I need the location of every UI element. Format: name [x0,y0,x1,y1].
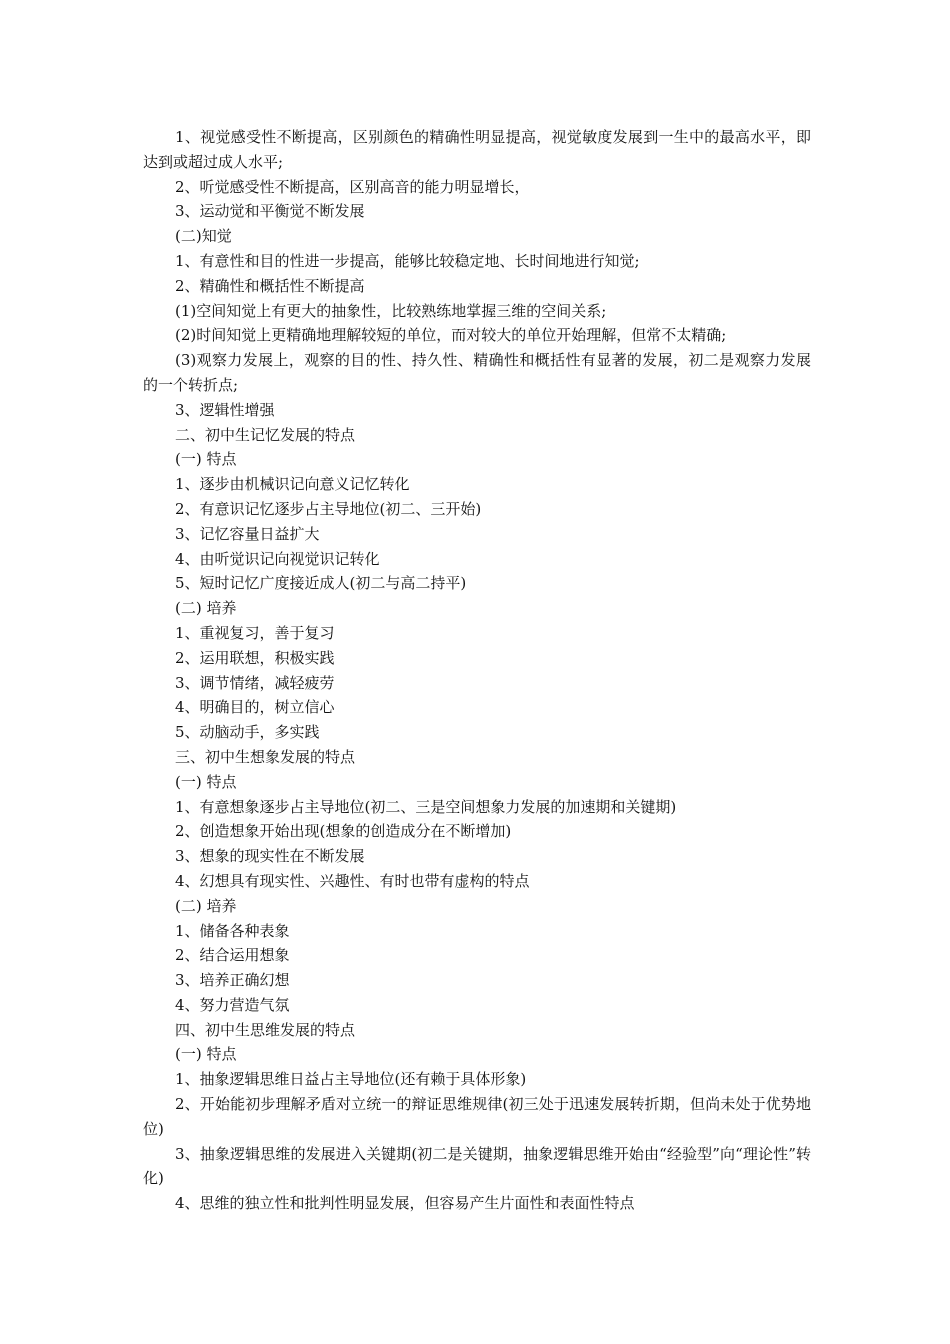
paragraph: (2)时间知觉上更精确地理解较短的单位，而对较大的单位开始理解，但常不太精确; [175,326,727,345]
paragraph: (一) 特点 [175,1045,237,1064]
paragraph: 四、初中生思维发展的特点 [175,1020,356,1039]
paragraph: 4、由听觉识记向视觉识记转化 [175,549,380,568]
paragraph: 4、明确目的，树立信心 [175,698,335,717]
paragraph: 4、努力营造气氛 [175,995,290,1014]
paragraph: (一) 特点 [175,772,237,791]
paragraph: 2、开始能初步理解矛盾对立统一的辩证思维规律(初三处于迅速发展转折期，但尚未处于优势地位) [143,1095,811,1138]
paragraph: 2、精确性和概括性不断提高 [175,276,365,295]
paragraph: 1、逐步由机械识记向意义记忆转化 [175,475,410,494]
paragraph: (一) 特点 [175,450,237,469]
paragraph: 2、有意识记忆逐步占主导地位(初二、三开始) [175,499,482,518]
paragraph: 2、运用联想，积极实践 [175,648,335,667]
paragraph: 1、储备各种表象 [175,921,290,940]
paragraph: 3、运动觉和平衡觉不断发展 [175,202,365,221]
paragraph: 2、结合运用想象 [175,946,290,965]
paragraph: (3)观察力发展上，观察的目的性、持久性、精确性和概括性有显著的发展，初二是观察力发展的一个转折点; [143,351,811,394]
paragraph: 5、动脑动手，多实践 [175,723,320,742]
paragraph: 二、初中生记忆发展的特点 [175,425,356,444]
paragraph: 3、抽象逻辑思维的发展进入关键期(初二是关键期，抽象逻辑思维开始由“经验型”向“理论性”转化) [143,1144,811,1188]
paragraph: 1、抽象逻辑思维日益占主导地位(还有赖于具体形象) [175,1070,527,1089]
paragraph: 4、幻想具有现实性、兴趣性、有时也带有虚构的特点 [175,871,530,890]
paragraph: 1、有意想象逐步占主导地位(初二、三是空间想象力发展的加速期和关键期) [175,797,677,816]
paragraph: 2、听觉感受性不断提高，区别高音的能力明显增长， [175,177,530,196]
paragraph: 5、短时记忆广度接近成人(初二与高二持平) [175,574,467,593]
paragraph: 1、重视复习，善于复习 [175,623,335,642]
document-body [143,125,811,1216]
paragraph: 三、初中生想象发展的特点 [175,747,356,766]
paragraph: 1、视觉感受性不断提高，区别颜色的精确性明显提高，视觉敏度发展到一生中的最高水平，即达到或超过成人水平; [143,128,811,171]
paragraph: 3、培养正确幻想 [175,971,290,990]
paragraph: (1)空间知觉上有更大的抽象性，比较熟练地掌握三维的空间关系; [175,301,607,320]
paragraph: 3、想象的现实性在不断发展 [175,847,365,866]
paragraph: (二) 培养 [175,599,237,618]
paragraph: 4、思维的独立性和批判性明显发展，但容易产生片面性和表面性特点 [175,1194,635,1213]
paragraph: 3、调节情绪，减轻疲劳 [175,673,335,692]
paragraph: 2、创造想象开始出现(想象的创造成分在不断增加) [175,822,512,841]
paragraph: 1、有意性和目的性进一步提高，能够比较稳定地、长时间地进行知觉; [175,251,640,270]
paragraph: (二)知觉 [175,227,232,246]
paragraph: 3、记忆容量日益扩大 [175,524,320,543]
paragraph: (二) 培养 [175,896,237,915]
paragraph: 3、逻辑性增强 [175,400,275,419]
